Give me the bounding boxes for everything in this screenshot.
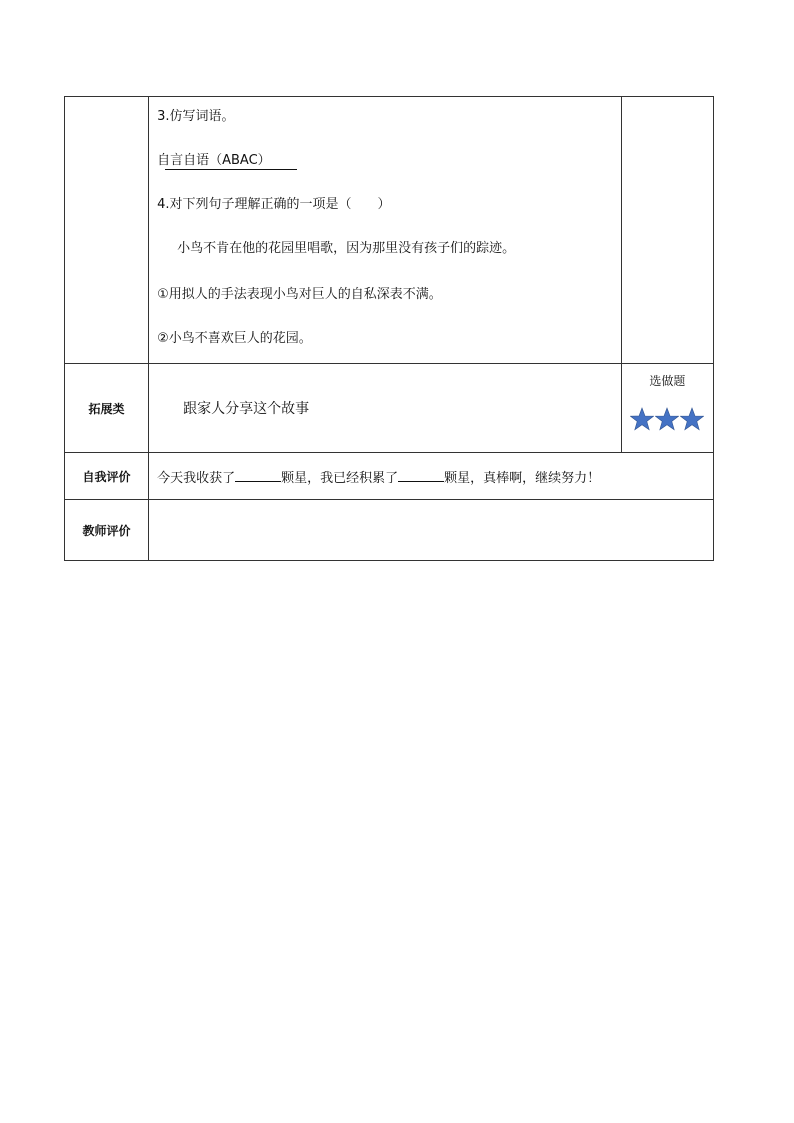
star-icon (655, 407, 679, 431)
self-eval-blank-1[interactable] (235, 469, 281, 482)
self-evaluation-label: 自我评价 (65, 453, 149, 500)
q4-title: 4.对下列句子理解正确的一项是（ ） (157, 197, 391, 212)
q4-option-2[interactable]: ②小鸟不喜欢巨人的花园。 (157, 331, 312, 346)
self-eval-text-b: 颗星，我已经积累了 (281, 470, 399, 486)
extension-content-cell (149, 364, 622, 453)
worksheet-table-wrapper (64, 96, 714, 561)
star-rating (622, 407, 713, 431)
q3-title: 3.仿写词语。 (157, 109, 235, 124)
row-extension (65, 364, 714, 453)
self-eval-blank-2[interactable] (398, 469, 444, 482)
row-questions-content-cell (149, 97, 622, 364)
row-teacher-evaluation (65, 500, 714, 561)
row-questions-side-cell (621, 97, 713, 364)
self-eval-text-c: 颗星，真棒啊，继续努力！ (444, 470, 601, 486)
q4-sentence: 小鸟不肯在他的花园里唱歌，因为那里没有孩子们的踪迹。 (177, 241, 516, 256)
q4-option-1[interactable]: ①用拟人的手法表现小鸟对巨人的自私深表不满。 (157, 287, 442, 302)
q3-answer-line (157, 149, 271, 168)
extension-side-cell (621, 364, 713, 453)
q3-blank-2[interactable] (165, 157, 297, 170)
star-icon (630, 407, 654, 431)
star-icon (680, 407, 704, 431)
teacher-evaluation-content[interactable] (149, 500, 714, 561)
extension-content: 跟家人分享这个故事 (183, 401, 310, 417)
worksheet-table (64, 96, 714, 561)
row-questions (65, 97, 714, 364)
extension-label: 拓展类 (65, 364, 149, 453)
self-evaluation-content (149, 453, 714, 500)
row-self-evaluation (65, 453, 714, 500)
q3-example: 自言自语（ABAC） (157, 153, 271, 168)
teacher-evaluation-label: 教师评价 (65, 500, 149, 561)
row-questions-label-cell (65, 97, 149, 364)
optional-task-title: 选做题 (649, 374, 686, 388)
self-eval-text-a: 今天我收获了 (157, 470, 236, 486)
